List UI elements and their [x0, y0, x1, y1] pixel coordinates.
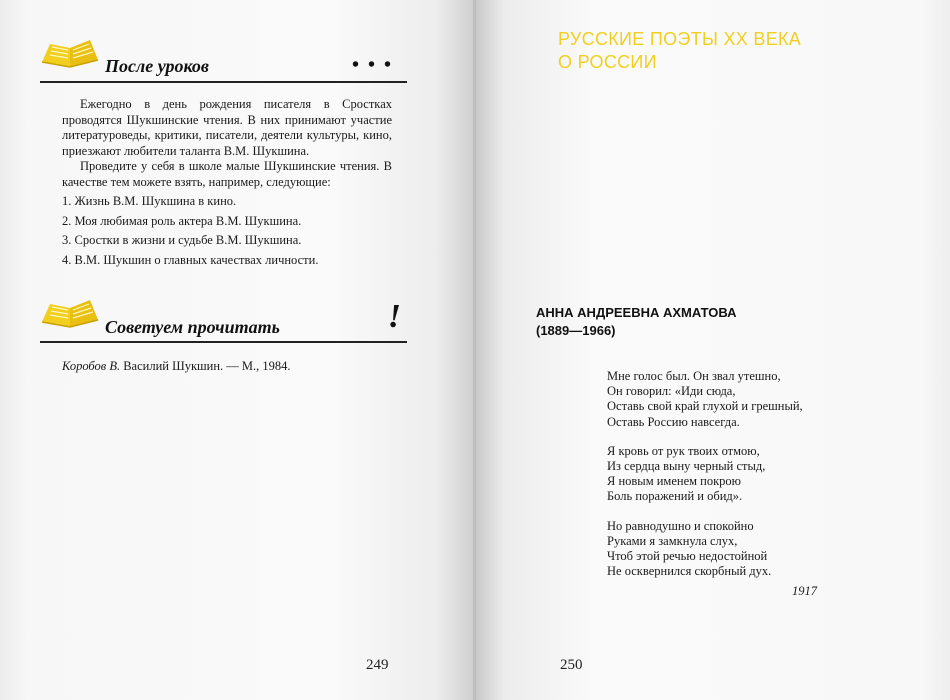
poem-line: Не осквернился скорбный дух.: [607, 564, 772, 579]
section-title: Советуем прочитать: [105, 317, 280, 337]
poem-line: Он говорил: «Иди сюда,: [607, 384, 736, 399]
topics-list: [62, 194, 392, 268]
poem-line: Оставь свой край глухой и грешный,: [607, 399, 803, 414]
poem-line: Чтоб этой речью недостойной: [607, 549, 768, 564]
page-number: 249: [366, 657, 389, 673]
list-item: 2. Моя любимая роль актера В.М. Шукшина.: [62, 213, 302, 228]
poem: [607, 369, 803, 593]
paragraph: Проведите у себя в школе малые Шукшинские чтения. В качестве тем можете взять, например, следующие:: [62, 159, 392, 189]
recommended-reading-header: [40, 296, 407, 344]
chapter-heading: [558, 28, 801, 74]
after-lessons-header: [40, 36, 407, 84]
left-page: [0, 0, 474, 700]
dots-marker: • • •: [351, 54, 393, 76]
poem-line: Руками я замкнула слух,: [607, 533, 738, 548]
poem-line: Оставь Россию навсегда.: [607, 414, 740, 429]
poet-years: (1889—1966): [536, 323, 616, 338]
chapter-heading-line: О РОССИИ: [558, 52, 657, 72]
poem-line: Из сердца выну черный стыд,: [607, 459, 766, 474]
right-page: [476, 0, 950, 700]
exclamation-marker: !: [387, 298, 401, 335]
reading-author: Коробов В.: [62, 359, 121, 373]
poem-line: Боль поражений и обид».: [607, 489, 743, 504]
stanza: [607, 444, 803, 505]
poem-line: Я кровь от рук твоих отмою,: [607, 443, 760, 458]
header-rule: [40, 81, 407, 83]
list-item: 4. В.М. Шукшин о главных качествах личности.: [62, 252, 319, 267]
open-book-icon: [40, 36, 100, 70]
reading-title: Василий Шукшин. — М., 1984.: [120, 359, 291, 373]
page-number: 250: [560, 657, 583, 673]
reading-entry: [62, 359, 291, 374]
poem-line: Я новым именем покрою: [607, 474, 742, 489]
poem-year: 1917: [792, 584, 817, 598]
paragraph: Ежегодно в день рождения писателя в Сростках проводятся Шукшинские чтения. В них принимают участие литературоведы, критики, писатели, деятели культуры, кино, приезжают любители таланта В.М. Шукшина.: [62, 97, 392, 158]
poet-name: АННА АНДРЕЕВНА АХМАТОВА: [536, 305, 737, 320]
list-item: 3. Сростки в жизни и судьбе В.М. Шукшина.: [62, 233, 302, 247]
open-book-icon: [40, 296, 100, 330]
list-item: 1. Жизнь В.М. Шукшина в кино.: [62, 194, 237, 208]
poem-line: Но равнодушно и спокойно: [607, 518, 754, 533]
poem-line: Мне голос был. Он звал утешно,: [607, 369, 781, 383]
stanza: [607, 519, 803, 580]
header-rule: [40, 341, 407, 343]
chapter-heading-line: РУССКИЕ ПОЭТЫ XX ВЕКА: [558, 29, 802, 49]
poet-heading: [536, 304, 736, 340]
after-lessons-body: [62, 97, 392, 272]
section-title: После уроков: [105, 56, 209, 76]
stanza: [607, 369, 803, 430]
